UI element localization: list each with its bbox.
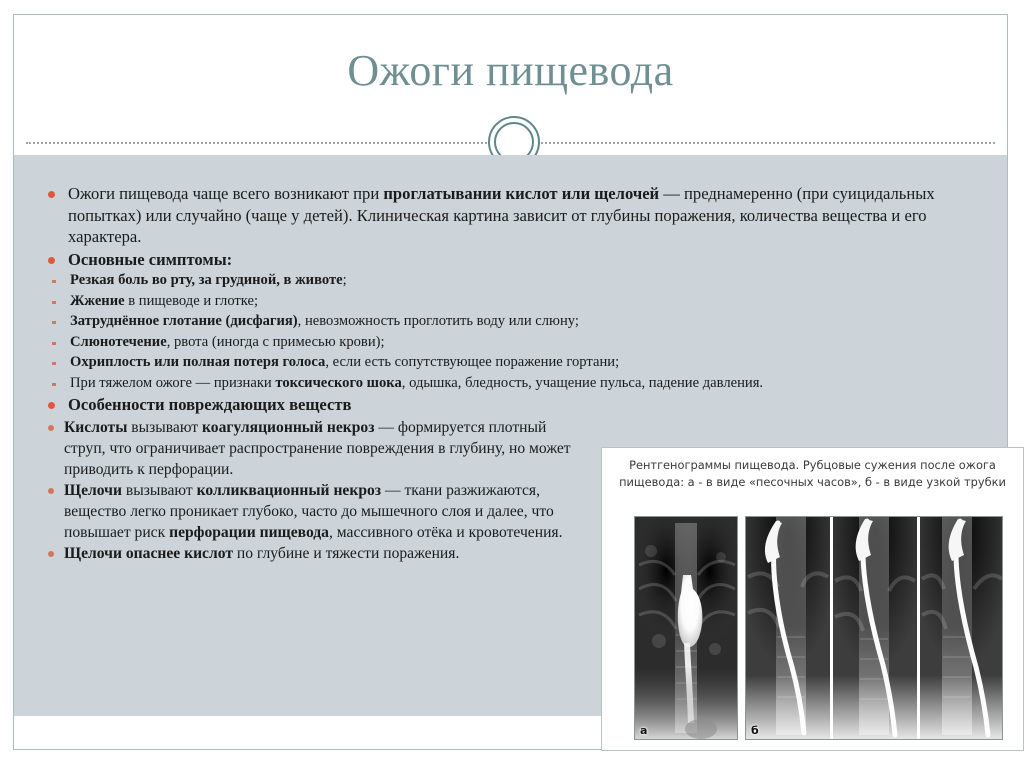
symptom-pre: При тяжелом ожоге — признаки [70,374,276,391]
title-area [14,15,1007,155]
figure-caption: Рентгенограммы пищевода. Рубцовые сужения после ожога пищевода: а - в виде «песочных часов», б - в виде узкой трубки [619,458,1006,489]
list-item [38,374,988,394]
radiograph-figure [601,447,1024,751]
bullet-list-level1 [38,183,988,270]
list-item [38,543,572,564]
symptom-rest: , невозможность проглотить воду или слюну; [297,313,579,329]
substance-term2: перфорации пищевода [169,523,329,541]
list-item [38,312,988,332]
substance-name: Щелочи опаснее кислот [64,544,233,562]
list-item [38,480,572,543]
list-item [38,292,988,312]
bullet-list-substances [38,394,988,416]
substance-rest: — ткани разжижаются, вещество легко проникает глубоко, часто до мышечного слоя и далее, что повышает риск [64,481,554,541]
symptom-rest: ; [342,272,347,288]
substance-tail: , массивного отёка и кровотечения. [328,523,563,541]
substance-mid: вызывают [121,481,197,499]
substance-mid: вызывают [127,418,203,436]
xray-narrow-tube-stricture-image [745,516,1003,740]
substance-mid: по глубине и тяжести поражения. [232,544,460,562]
xray-hourglass-stricture-image [634,516,738,740]
list-item [38,333,988,353]
symptom-emphasis: Охриплость или полная потеря голоса [70,354,326,370]
substance-rest: — формируется плотный струп, что ограничивает распространение повреждения в глубину, но может приводить к перфорации. [64,418,571,478]
symptom-emphasis: токсического шока [275,374,402,391]
substances-heading-text: Особенности повреждающих веществ [68,395,352,414]
substance-name: Кислоты [64,418,128,436]
list-item [38,271,988,291]
symptom-emphasis: Затруднённое глотание (дисфагия) [70,313,298,329]
symptom-rest: , рвота (иногда с примесью крови); [166,333,385,350]
radiograph-row [634,516,1003,740]
page-title: Ожоги пищевода [347,46,674,95]
list-item [38,417,572,480]
symptoms-heading-text: Основные симптомы: [68,249,233,269]
panel-label-b: б [751,724,759,737]
panel-label-a: а [640,724,648,737]
bullet-substances-heading [38,394,988,416]
intro-part2: — преднамеренно (при суицидальных попытках) или случайно (чаще у детей). Клиническая картина зависит от глубины поражения, количества вещества и его характера. [68,184,935,246]
substance-name: Щелочи [64,481,122,499]
intro-part1: Ожоги пищевода чаще всего возникают при [68,184,384,203]
substance-term: колликвационный некроз [196,481,382,499]
substance-term: коагуляционный некроз [202,418,375,436]
symptom-list [38,271,988,393]
symptom-rest: в пищеводе и глотке; [124,292,259,309]
bullet-symptoms-heading [38,249,988,271]
list-item [38,353,988,373]
symptom-rest: , если есть сопутствующее поражение гортани; [325,354,620,370]
symptom-rest: , одышка, бледность, учащение пульса, падение давления. [401,374,764,391]
symptom-emphasis: Жжение [70,292,125,309]
intro-text [68,183,988,248]
symptom-emphasis: Слюнотечение [70,333,167,350]
intro-emphasis: проглатывании кислот или щелочей [383,184,660,203]
symptom-emphasis: Резкая боль во рту, за грудиной, в животе [70,272,343,288]
bullet-intro [38,183,988,248]
